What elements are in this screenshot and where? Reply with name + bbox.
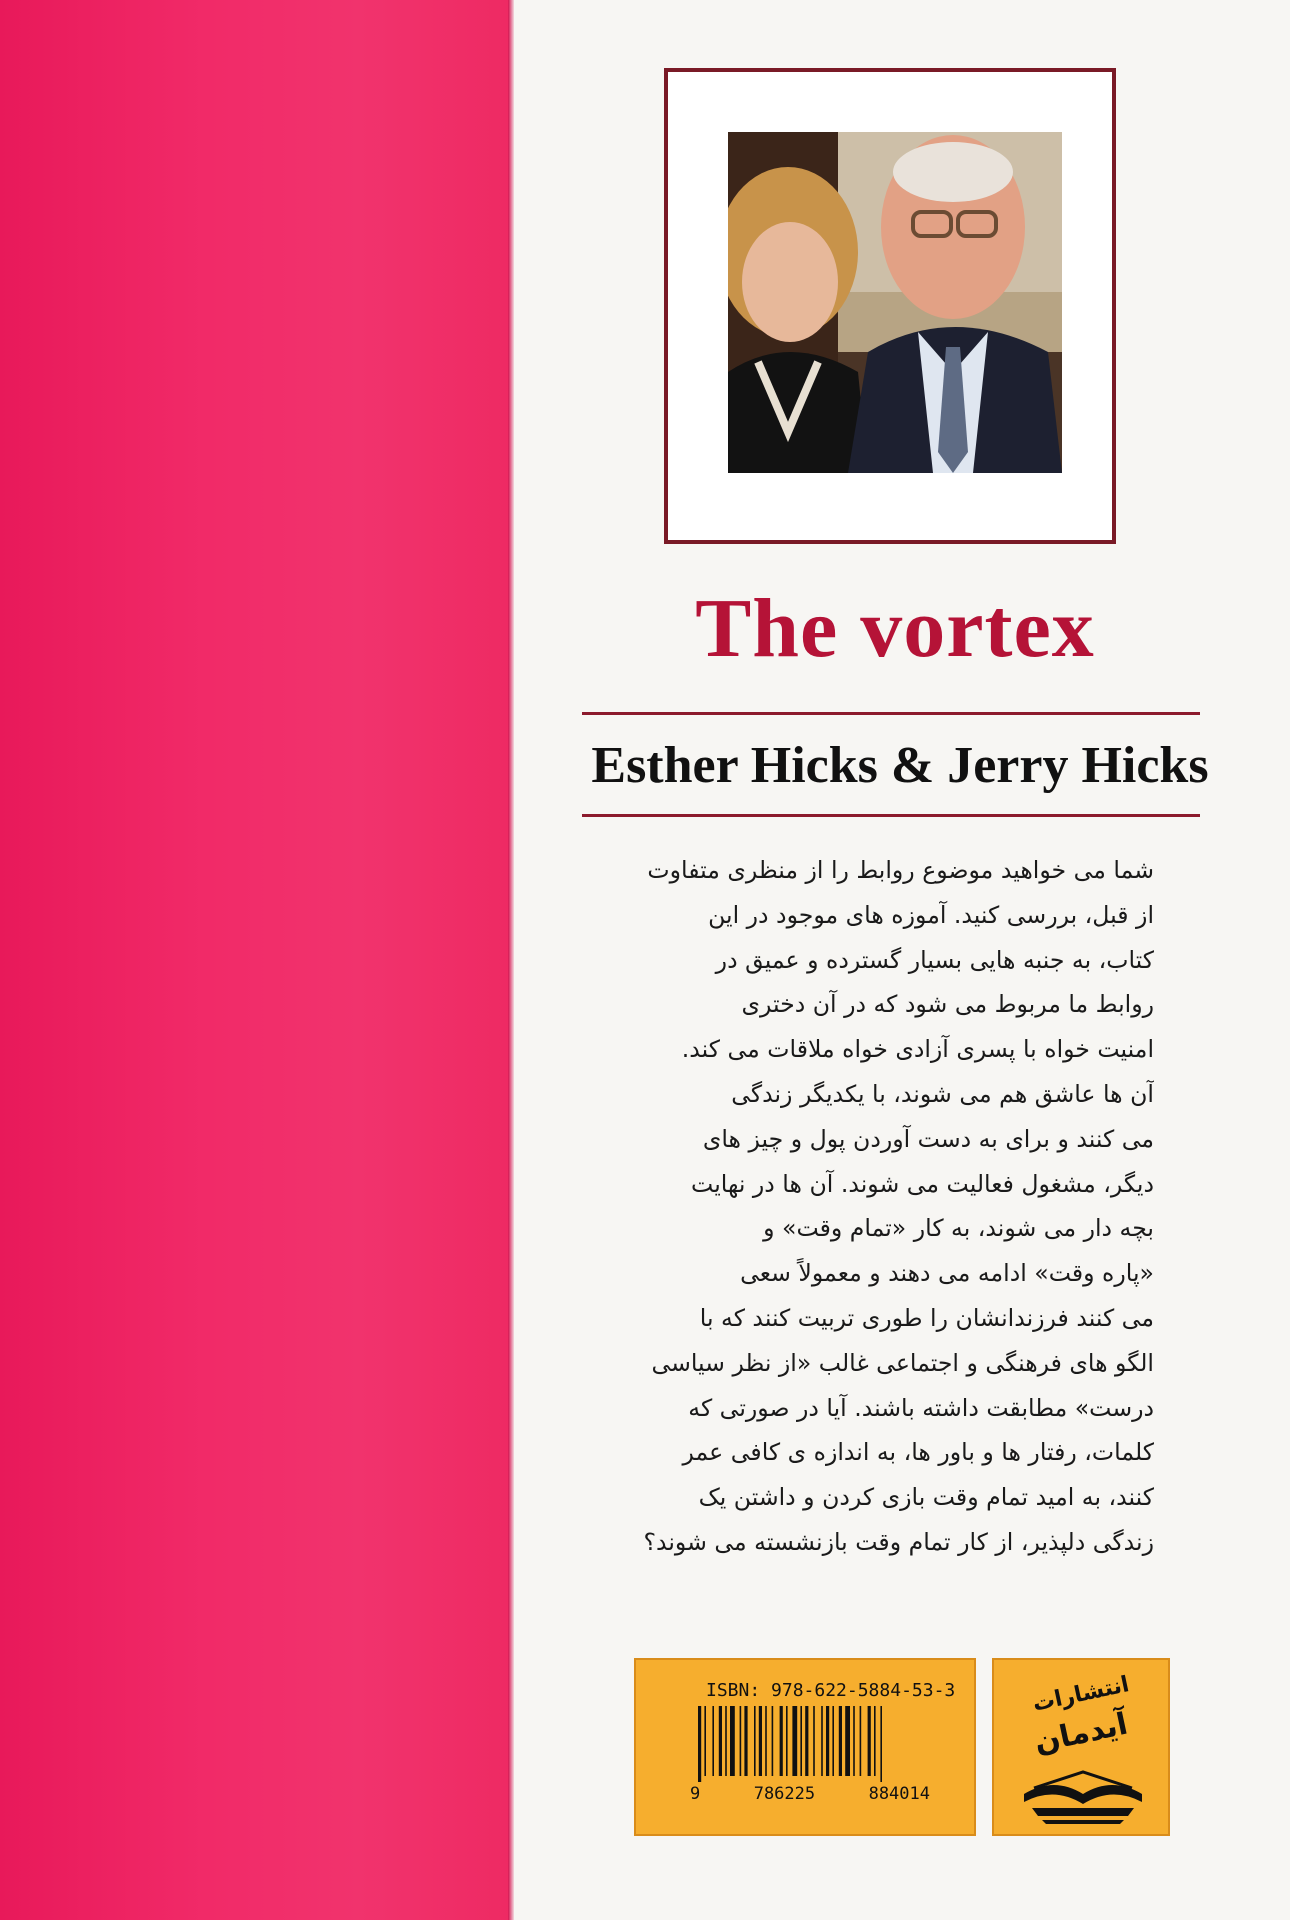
blurb-line: بچه دار می شوند، به کار «تمام وقت» و: [763, 1214, 1154, 1243]
blurb-line: «پاره وقت» ادامه می دهند و معمولاً سعی: [740, 1259, 1154, 1288]
barcode-digit-first: 9: [690, 1784, 701, 1804]
author-photo-frame: [664, 68, 1116, 544]
blurb-line: الگو های فرهنگی و اجتماعی غالب «از نظر سیاسی: [651, 1348, 1154, 1377]
blurb-line: روابط ما مربوط می شود که در آن دختری: [741, 990, 1154, 1019]
barcode-icon: [696, 1706, 926, 1782]
book-blurb: [598, 848, 1154, 1565]
spine-band: [0, 0, 512, 1920]
barcode-digits: [690, 1784, 930, 1804]
blurb-line: زندگی دلپذیر، از کار تمام وقت بازنشسته می شوند؟: [643, 1527, 1154, 1556]
barcode-digit-group2: 884014: [868, 1784, 930, 1804]
title-rule-bottom: [582, 814, 1200, 817]
blurb-line: کتاب، به جنبه هایی بسیار گسترده و عمیق در: [715, 945, 1154, 974]
blurb-line: آن ها عاشق هم می شوند، با یکدیگر زندگی: [731, 1079, 1154, 1108]
blurb-line: کلمات، رفتار ها و باور ها، به اندازه ی کافی عمر: [682, 1438, 1154, 1467]
spine-fold: [508, 0, 514, 1920]
blurb-line: از قبل، بررسی کنید. آموزه های موجود در این: [708, 900, 1154, 929]
author-photo: [728, 132, 1062, 473]
isbn-barcode-panel: [634, 1658, 976, 1836]
blurb-line: می کنند و برای به دست آوردن پول و چیز های: [702, 1124, 1154, 1153]
blurb-line: کنند، به امید تمام وقت بازی کردن و داشتن یک: [698, 1483, 1154, 1512]
blurb-line: دیگر، مشغول فعالیت می شوند. آن ها در نهایت: [691, 1169, 1154, 1198]
publisher-logo-panel: [992, 1658, 1170, 1836]
author-photo-illustration: [728, 132, 1062, 473]
publisher-logo-caption: انتشارات: [1030, 1672, 1132, 1717]
book-title: The vortex: [695, 582, 1095, 675]
authors: Esther Hicks & Jerry Hicks: [591, 737, 1209, 794]
blurb-line: امنیت خواه با پسری آزادی خواه ملاقات می کند.: [681, 1035, 1154, 1064]
blurb-line: می کنند فرزندانشان را طوری تربیت کنند که با: [699, 1303, 1154, 1332]
open-book-icon: [1014, 1676, 1152, 1826]
title-rule-top: [582, 712, 1200, 715]
barcode-digit-group1: 786225: [753, 1784, 816, 1804]
blurb-line: شما می خواهید موضوع روابط را از منظری متفاوت: [647, 856, 1154, 884]
publisher-logo-name: آیدمان: [1031, 1706, 1131, 1761]
isbn-label: ISBN: 978-622-5884-53-3: [706, 1680, 956, 1701]
blurb-line: درست» مطابقت داشته باشند. آیا در صورتی که: [688, 1393, 1154, 1422]
